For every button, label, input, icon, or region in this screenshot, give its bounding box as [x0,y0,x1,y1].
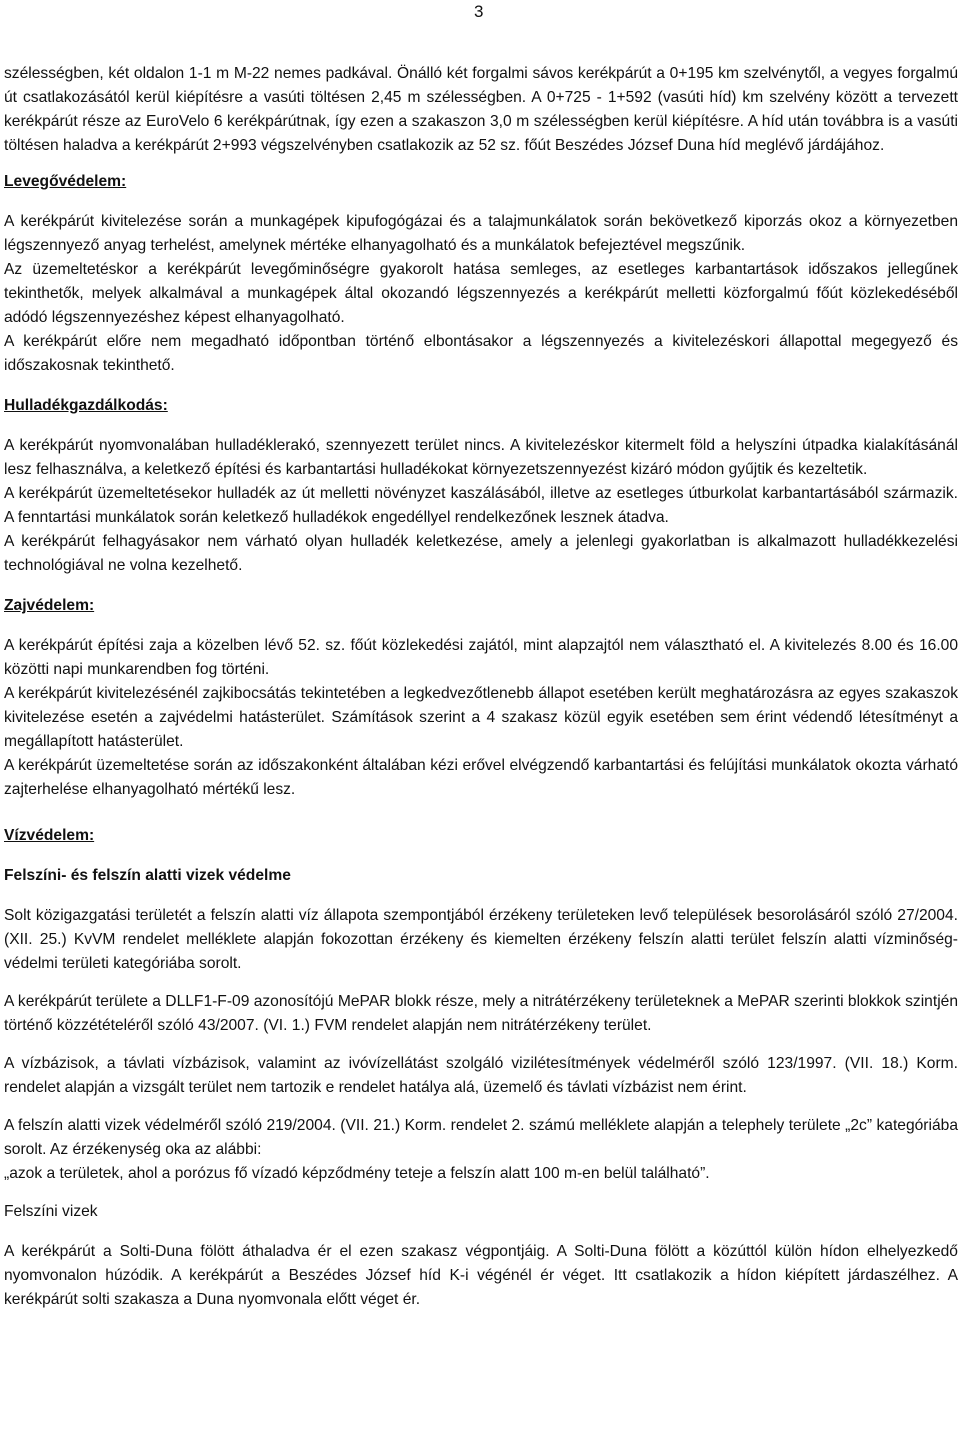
viz-paragraph-1: Solt közigazgatási területét a felszín alatti víz állapota szempontjából érzékeny területeken levő települések besorolásáról szóló 27/2004. (XII. 25.) KvVM rendelet melléklete alapján fokozottan érzékeny és kiemelten érzékeny felszín alatti terület felszín alatti vízminőség-védelmi területi kategóriába sorolt. [4,907,958,972]
zaj-paragraph-3: A kerékpárút üzemeltetése során az időszakonként általában kézi erővel elvégzendő karbantartási és felújítási munkálatok okozta várható zajterhelése elhanyagolható mértékű lesz. [4,757,958,798]
document-body [4,62,958,1312]
viz-paragraph-4: A felszín alatti vizek védelméről szóló 219/2004. (VII. 21.) Korm. rendelet 2. számú melléklete alapján a telephely területe „2c” kategóriába sorolt. Az érzékenység oka az alábbi: [4,1117,958,1158]
viz-paragraph-3: A vízbázisok, a távlati vízbázisok, valamint az ivóvízellátást szolgáló vizilétesítmények védelméről szóló 123/1997. (VII. 18.) Korm. rendelet alapján a vizsgált terület nem tartozik e rendelet hatálya alá, üzemelő és távlati vízbázist nem érint. [4,1055,958,1096]
levego-paragraph-2: Az üzemeltetéskor a kerékpárút levegőminőségre gyakorolt hatása semleges, az esetleges karbantartások időszakos jellegűnek tekinthetők, melyek alkalmával a munkagépek által okozandó légszennyezés a kerékpárút melletti közforgalmú főút közlekedéséből adódó légszennyezéshez képest elhanyagolható. [4,261,958,326]
subsection-heading-felszini: Felszíni vizek [4,1203,98,1220]
viz-quote: „azok a területek, ahol a porózus fő vízadó képződmény teteje a felszín alatt 100 m-en belül található”. [4,1165,710,1182]
zaj-paragraph-2: A kerékpárút kivitelezésénél zajkibocsátás tekintetében a legkedvezőtlenebb állapot esetében került meghatározásra az egyes szakaszok kivitelezése esetén a zajvédelmi hatásterület. Számítások szerint a 4 szakasz közül egyik esetében sem érint védendő létesítményt a megállapított hatásterület. [4,685,958,750]
section-heading-hulladek: Hulladékgazdálkodás: [4,397,168,414]
viz-paragraph-2: A kerékpárút területe a DLLF1-F-09 azonosítójú MePAR blokk része, mely a nitrátérzékeny területeknek a MePAR szerinti blokkok szintjén történő közzétételéről szóló 43/2007. (VI. 1.) FVM rendelet alapján nem nitrátérzékeny terület. [4,993,958,1034]
hulladek-paragraph-2: A kerékpárút üzemeltetésekor hulladék az út melletti növényzet kaszálásából, illetve az esetleges útburkolat karbantartásából származik. A fenntartási munkálatok során keletkező hulladékok engedéllyel rendelkezőnek lesznek átadva. [4,485,958,526]
intro-paragraph: szélességben, két oldalon 1-1 m M-22 nemes padkával. Önálló két forgalmi sávos kerékpárút a 0+195 km szelvénytől, a vegyes forgalmú út csatlakozásától kerül kiépítésre a vasúti töltésen 2,45 m szélességben. A 0+725 - 1+592 (vasúti híd) km szelvény között a tervezett kerékpárút része az EuroVelo 6 kerékpárútnak, így ezen a szakaszon 3,0 m szélességben kerül kiépítésre. A híd után továbbra is a vasúti töltésen haladva a kerékpárút 2+993 végszelvényben csatlakozik az 52 sz. főút Beszédes József Duna híd meglévő járdájához. [4,65,958,154]
levego-paragraph-1: A kerékpárút kivitelezése során a munkagépek kipufogógázai és a talajmunkálatok során bekövetkező kiporzás okoz a környezetben légszennyező anyag terhelést, amelynek mértéke elhanyagolható és a munkálatok befejeztével megszűnik. [4,213,958,254]
viz-paragraph-5: A kerékpárút a Solti-Duna fölött áthaladva ér el ezen szakasz végpontjáig. A Solti-Duna fölött a közúttól külön hídon elhelyezkedő nyomvonalon húzódik. A kerékpárút a Beszédes József híd K-i végénél ér véget. Itt csatlakozik a hídon kiépített járdaszélhez. A kerékpárút solti szakasza a Duna nyomvonala előtt véget ér. [4,1243,958,1308]
section-heading-zaj: Zajvédelem: [4,597,95,614]
hulladek-paragraph-3: A kerékpárút felhagyásakor nem várható olyan hulladék keletkezése, amely a jelenlegi gyakorlatban is alkalmazott hulladékkezelési technológiával ne volna kezelhető. [4,533,958,574]
section-heading-levego: Levegővédelem: [4,173,127,190]
subsection-heading-felszin-alatti: Felszíni- és felszín alatti vizek védelme [4,867,291,884]
levego-paragraph-3: A kerékpárút előre nem megadható időpontban történő elbontásakor a légszennyezés a kivitelezéskori állapottal megegyező és időszakosnak tekinthető. [4,333,958,374]
zaj-paragraph-1: A kerékpárút építési zaja a közelben lévő 52. sz. főút közlekedési zajától, mint alapzajtól nem választható el. A kivitelezés 8.00 és 16.00 közötti napi munkarendben fog történi. [4,637,958,678]
hulladek-paragraph-1: A kerékpárút nyomvonalában hulladéklerakó, szennyezett terület nincs. A kivitelezéskor kitermelt föld a helyszíni útpadka kialakításánál lesz felhasználva, a keletkező építési és karbantartási hulladékokat környezetszennyezést kizáró módon gyűjtik és kezeltetik. [4,437,958,478]
section-heading-viz: Vízvédelem: [4,827,95,844]
page-number: 3 [474,2,484,21]
